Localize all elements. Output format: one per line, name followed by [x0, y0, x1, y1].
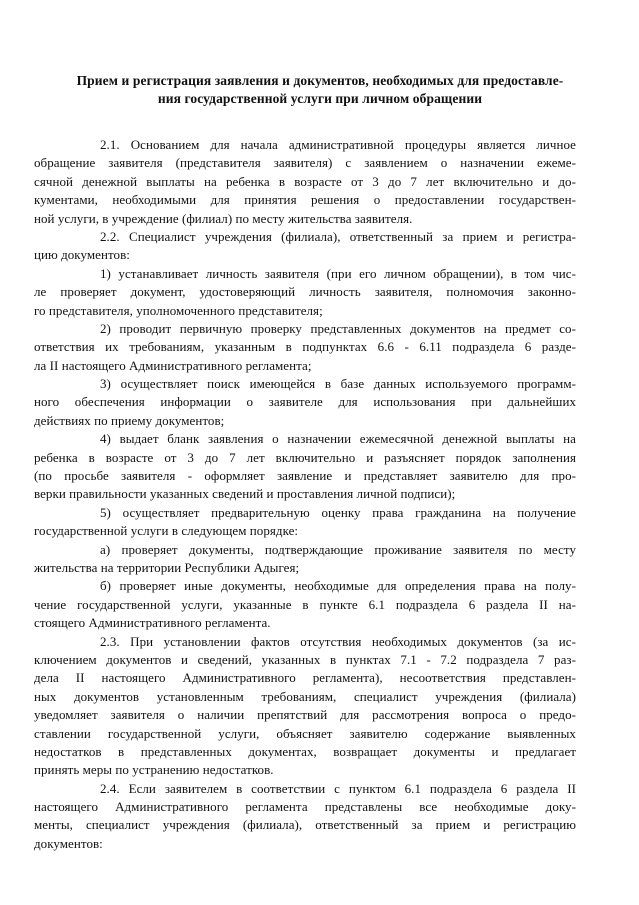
title-line-1: Прием и регистрация заявления и документов, необходимых для предоставле- [76, 73, 564, 88]
text-line: ребенка в возрасте от 3 до 7 лет включительно и разъясняет порядок заполнения [34, 449, 576, 465]
text-line: 4) выдает бланк заявления о назначении ежемесячной денежной выплаты на [100, 431, 576, 447]
text-line: ных документов установленным требованиям, специалист учреждения (филиала) [34, 688, 576, 704]
text-line: стоящего Административного регламента. [34, 615, 271, 631]
title-line-2: ния государственной услуги при личном обращении [157, 91, 483, 107]
text-line: ла II настоящего Административного регламента; [34, 357, 312, 373]
text-line: 2) проводит первичную проверку представленных документов на предмет со- [100, 320, 576, 336]
text-line: обращение заявителя (представителя заявителя) с заявлением о назначении ежеме- [34, 155, 576, 171]
text-line: дела II настоящего Административного регламента), несоответствия представлен- [34, 670, 576, 686]
text-line: сячной денежной выплаты на ребенка в возрасте от 3 до 7 лет включительно и до- [34, 173, 576, 189]
text-line: 2.1. Основанием для начала административной процедуры является личное [100, 137, 576, 152]
list-item-2 [34, 320, 576, 375]
text-line: чение государственной услуги, указанные в пункте 6.1 подраздела 6 раздела II на- [34, 596, 576, 612]
paragraph-2-4 [34, 780, 576, 854]
text-line: 2.3. При установлении фактов отсутствия необходимых документов (за ис- [100, 633, 576, 649]
text-line: б) проверяет иные документы, необходимые для определения права на полу- [100, 578, 576, 594]
list-item-1 [34, 265, 576, 320]
text-line: действиях по приему документов; [34, 412, 225, 428]
text-line: цию документов: [34, 247, 130, 263]
paragraph-2-2 [34, 228, 576, 265]
text-line: верки правильности указанных сведений и проставления личной подписи); [34, 486, 456, 502]
text-line: ной услуги, в учреждение (филиал) по месту жительства заявителя. [34, 210, 413, 226]
text-line: 2.2. Специалист учреждения (филиала), ответственный за прием и регистра- [100, 228, 576, 244]
list-item-5 [34, 504, 576, 541]
paragraph-2-3 [34, 633, 576, 780]
sub-item-a [34, 541, 576, 578]
text-line: 2.4. Если заявителем в соответствии с пунктом 6.1 подраздела 6 раздела II [100, 780, 576, 796]
text-line: жительства на территории Республики Адыгея; [34, 559, 300, 575]
text-line: ключением документов и сведений, указанных в пунктах 7.1 - 7.2 подраздела 7 раз- [34, 651, 576, 667]
text-line: ставлении государственной услуги, объясняет заявителю содержание выявленных [34, 725, 576, 741]
text-line: кументами, необходимыми для принятия решения о предоставлении государствен- [34, 192, 576, 208]
text-line: менты, специалист учреждения (филиала), ответственный за прием и регистрацию [34, 817, 576, 833]
text-line: государственной услуги в следующем порядке: [34, 523, 299, 539]
text-line: го представителя, уполномоченного представителя; [34, 302, 323, 318]
list-item-3 [34, 375, 576, 430]
document-title [40, 72, 600, 109]
text-line: настоящего Административного регламента представлены все необходимые доку- [34, 799, 576, 815]
text-line: 3) осуществляет поиск имеющейся в базе данных используемого программ- [100, 376, 576, 392]
document-body [34, 136, 576, 853]
text-line: документов: [34, 835, 103, 851]
text-line: ле проверяет документ, удостоверяющий личность заявителя, полномочия законно- [34, 284, 576, 300]
text-line: ответствия их требованиям, указанным в подпунктах 6.6 - 6.11 подраздела 6 разде- [34, 339, 576, 355]
text-line: недостатков в представленных документах, возвращает документы и предлагает [34, 743, 576, 759]
list-item-4 [34, 430, 576, 504]
text-line: принять меры по устранению недостатков. [34, 762, 274, 778]
text-line: 5) осуществляет предварительную оценку права гражданина на получение [100, 504, 576, 520]
text-line: уведомляет заявителя о наличии препятствий для рассмотрения вопроса о предо- [34, 707, 576, 723]
text-line: 1) устанавливает личность заявителя (при его личном обращении), в том чис- [100, 265, 576, 281]
paragraph-2-1 [34, 136, 576, 228]
text-line: (по просьбе заявителя - оформляет заявление и представляет заявителю для про- [34, 468, 576, 484]
sub-item-b [34, 577, 576, 632]
text-line: ного обеспечения информации о заявителе для использования при дальнейших [34, 394, 576, 410]
text-line: а) проверяет документы, подтверждающие проживание заявителя по месту [100, 541, 576, 557]
